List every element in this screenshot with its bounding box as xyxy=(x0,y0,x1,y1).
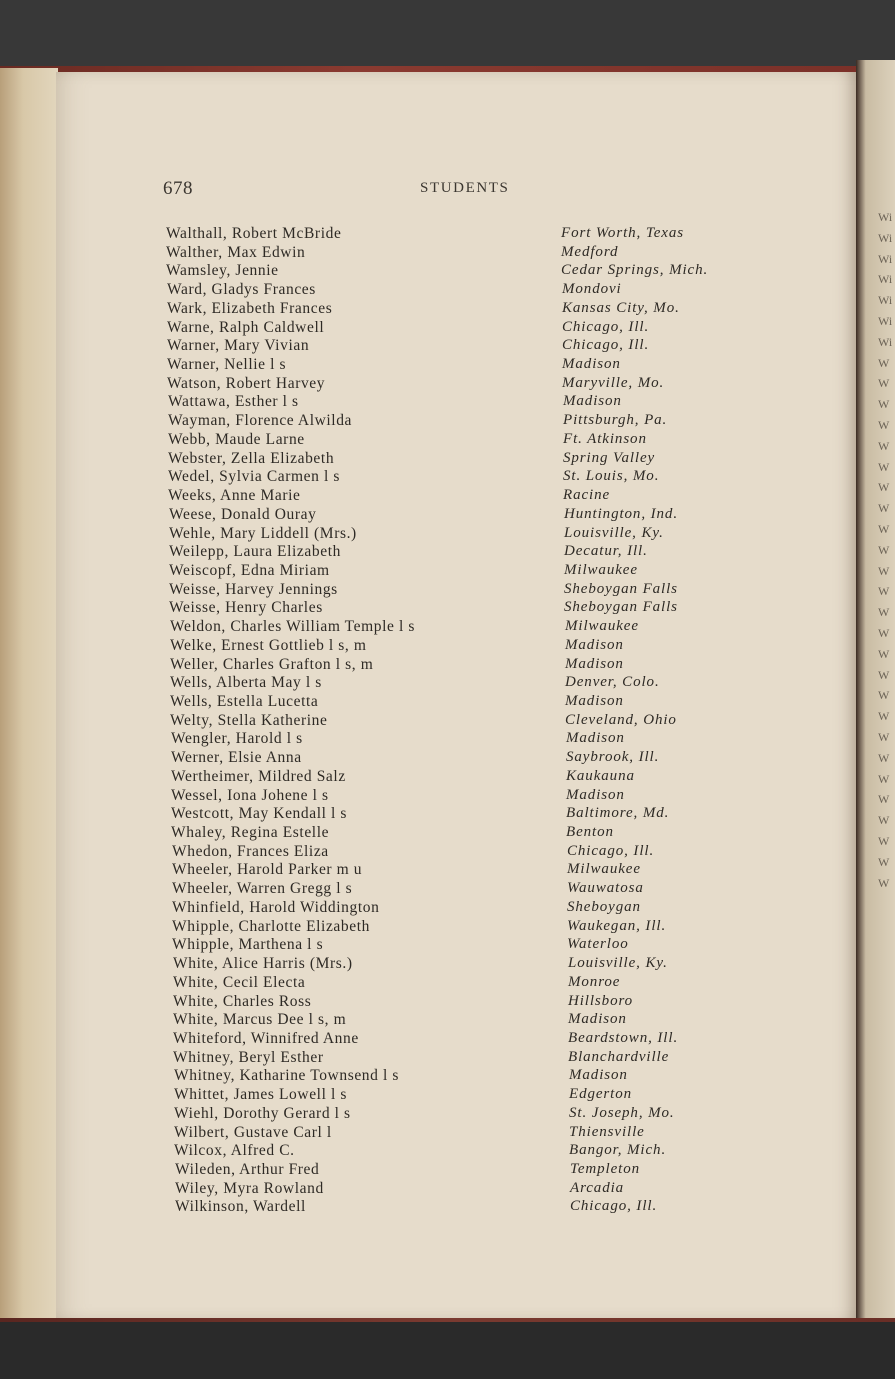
student-name: Walther, Max Edwin xyxy=(166,243,306,261)
facing-page-text-fragment: W xyxy=(878,563,890,578)
list-item xyxy=(0,1105,895,1124)
student-hometown: Milwaukee xyxy=(567,861,641,878)
list-item xyxy=(0,787,895,806)
student-hometown: Templeton xyxy=(570,1161,641,1177)
student-hometown: Chicago, Ill. xyxy=(562,337,650,354)
student-hometown: St. Joseph, Mo. xyxy=(569,1104,675,1121)
student-hometown: Cleveland, Ohio xyxy=(565,711,677,728)
student-name: Wertheimer, Mildred Salz xyxy=(171,767,346,785)
student-hometown: Sheboygan Falls xyxy=(564,580,678,597)
list-item xyxy=(0,974,895,993)
page-header xyxy=(0,178,895,198)
facing-page-text-fragment: W xyxy=(878,459,890,474)
student-hometown: Saybrook, Ill. xyxy=(566,749,660,766)
student-name: Wheeler, Harold Parker m u xyxy=(172,861,363,879)
student-hometown: Chicago, Ill. xyxy=(570,1198,658,1215)
student-hometown: Madison xyxy=(565,636,624,653)
student-name: Wells, Estella Lucetta xyxy=(170,693,319,710)
student-hometown: Hillsboro xyxy=(568,992,634,1009)
facing-page-text-fragment: W xyxy=(878,688,890,703)
facing-page-text-fragment: W xyxy=(878,522,890,536)
student-hometown: Waterloo xyxy=(567,936,629,953)
list-item xyxy=(0,749,895,768)
student-name: Wilkinson, Wardell xyxy=(175,1198,306,1216)
list-item xyxy=(0,562,895,581)
student-name: Wiehl, Dorothy Gerard l s xyxy=(174,1104,351,1122)
list-item xyxy=(0,334,895,356)
list-item xyxy=(0,412,895,431)
student-hometown: Spring Valley xyxy=(563,449,656,466)
facing-page-text-fragment: W xyxy=(878,792,890,807)
student-name: Wessel, Iona Johene l s xyxy=(171,786,329,804)
facing-page-text-fragment: W xyxy=(878,501,890,516)
student-hometown: Wauwatosa xyxy=(567,880,644,897)
student-name: Welty, Stella Katherine xyxy=(170,711,328,729)
list-item xyxy=(0,1086,895,1105)
facing-page-text-fragment: Wi xyxy=(878,210,893,224)
student-hometown: Huntington, Ind. xyxy=(564,505,678,522)
facing-page-text-fragment: W xyxy=(878,709,890,724)
list-item xyxy=(0,768,895,787)
list-item xyxy=(0,637,895,656)
student-hometown: Milwaukee xyxy=(564,561,638,578)
student-name: White, Charles Ross xyxy=(173,992,312,1010)
background-bottom xyxy=(0,1322,895,1379)
list-item xyxy=(0,880,895,899)
student-name: Whinfield, Harold Widdington xyxy=(172,898,380,916)
student-hometown: Kaukauna xyxy=(566,767,635,784)
list-item xyxy=(0,244,895,263)
student-name: Wilcox, Alfred C. xyxy=(174,1142,295,1160)
student-hometown: Thiensville xyxy=(569,1123,645,1140)
student-name: Wileden, Arthur Fred xyxy=(175,1161,320,1178)
student-hometown: Chicago, Ill. xyxy=(562,318,650,335)
list-item xyxy=(0,375,895,394)
student-name: Watson, Robert Harvey xyxy=(167,374,326,392)
student-name: Ward, Gladys Frances xyxy=(167,281,316,299)
student-name: Wilbert, Gustave Carl l xyxy=(174,1123,332,1141)
facing-page-text-fragment: Wi xyxy=(878,272,893,287)
student-name: Walthall, Robert McBride xyxy=(166,225,342,242)
student-hometown: Sheboygan xyxy=(567,898,641,915)
student-hometown: Louisville, Ky. xyxy=(568,955,668,972)
student-hometown: Chicago, Ill. xyxy=(567,842,655,859)
list-item xyxy=(0,993,895,1012)
student-name: White, Alice Harris (Mrs.) xyxy=(173,955,353,973)
list-item xyxy=(0,300,895,319)
student-hometown: Racine xyxy=(563,487,611,504)
list-item xyxy=(0,843,895,862)
list-item xyxy=(0,899,895,918)
list-item xyxy=(0,393,895,412)
facing-page-text-fragment: W xyxy=(878,813,890,828)
student-name: Warne, Ralph Caldwell xyxy=(167,318,325,336)
list-item xyxy=(0,431,895,450)
list-item xyxy=(0,1067,895,1086)
list-item xyxy=(0,674,895,693)
student-hometown: Kansas City, Mo. xyxy=(562,299,680,316)
student-hometown: Denver, Colo. xyxy=(565,674,660,691)
student-hometown: Baltimore, Md. xyxy=(566,805,670,822)
student-name: Warner, Nellie l s xyxy=(167,356,287,374)
student-name: Wehle, Mary Liddell (Mrs.) xyxy=(169,524,357,542)
student-name: Wells, Alberta May l s xyxy=(170,674,322,692)
list-item xyxy=(0,1049,895,1068)
student-hometown: Ft. Atkinson xyxy=(563,430,647,447)
facing-page-text-fragment: W xyxy=(878,834,890,848)
student-name: Whitney, Katharine Townsend l s xyxy=(174,1067,399,1085)
student-name: Whedon, Frances Eliza xyxy=(172,842,329,860)
facing-page-text-fragment: W xyxy=(878,480,890,495)
student-name: Weese, Donald Ouray xyxy=(169,505,317,523)
student-name: Weisse, Harvey Jennings xyxy=(169,580,338,598)
student-name: Whipple, Marthena l s xyxy=(172,936,324,954)
student-name: Webster, Zella Elizabeth xyxy=(168,449,335,467)
list-item xyxy=(0,225,895,244)
student-name: Whaley, Regina Estelle xyxy=(171,824,330,842)
student-name: Whiteford, Winnifred Anne xyxy=(173,1029,359,1047)
student-name: Welke, Ernest Gottlieb l s, m xyxy=(170,636,367,654)
student-name: Weeks, Anne Marie xyxy=(168,487,301,505)
student-hometown: Madison xyxy=(566,730,625,747)
student-hometown: Arcadia xyxy=(570,1179,625,1196)
student-hometown: Medford xyxy=(561,243,619,260)
student-hometown: Madison xyxy=(568,1011,627,1028)
facing-page-text-fragment: Wi xyxy=(878,334,893,349)
student-hometown: Edgerton xyxy=(569,1086,633,1103)
facing-page-text-fragment: W xyxy=(878,355,890,370)
student-name: Warner, Mary Vivian xyxy=(167,337,310,355)
student-hometown: Bangor, Mich. xyxy=(569,1142,667,1159)
facing-page-text-fragment: W xyxy=(878,438,890,453)
facing-page-text-fragment: W xyxy=(878,646,890,661)
list-item xyxy=(0,543,895,562)
student-name: Wedel, Sylvia Carmen l s xyxy=(168,468,340,486)
list-item xyxy=(0,599,895,618)
student-name: Wiley, Myra Rowland xyxy=(175,1179,324,1197)
student-name: Weldon, Charles William Temple l s xyxy=(170,618,416,636)
facing-page-text-fragment: W xyxy=(878,750,890,765)
student-name: Weller, Charles Grafton l s, m xyxy=(170,655,374,673)
list-item xyxy=(0,1180,895,1199)
student-hometown: Blanchardville xyxy=(568,1048,670,1065)
facing-page-text-fragment: W xyxy=(878,584,890,599)
student-name: Wayman, Florence Alwilda xyxy=(168,412,353,430)
student-hometown: Fort Worth, Texas xyxy=(561,225,684,241)
facing-page-text-fragment: Wi xyxy=(878,314,893,328)
student-hometown: Madison xyxy=(569,1067,628,1084)
student-hometown: Monroe xyxy=(568,973,621,990)
facing-page-text-fragment: W xyxy=(878,771,890,786)
student-name: Westcott, May Kendall l s xyxy=(171,805,348,823)
facing-page-text-fragment: Wi xyxy=(878,251,893,266)
student-hometown: Waukegan, Ill. xyxy=(567,917,667,934)
list-item xyxy=(0,281,895,300)
student-hometown: Madison xyxy=(565,655,624,672)
facing-page-text-fragment: W xyxy=(878,854,890,869)
list-item xyxy=(0,936,895,955)
list-item xyxy=(0,1030,895,1049)
list-item xyxy=(0,581,895,600)
student-hometown: Decatur, Ill. xyxy=(564,543,648,560)
student-hometown: St. Louis, Mo. xyxy=(563,468,660,485)
facing-page-text-fragment: Wi xyxy=(878,230,893,245)
student-name: Wheeler, Warren Gregg l s xyxy=(172,880,353,898)
student-name: Wattawa, Esther l s xyxy=(168,393,299,411)
student-name: Whitney, Beryl Esther xyxy=(173,1048,324,1066)
list-item xyxy=(0,262,895,281)
list-item xyxy=(0,506,895,525)
list-item xyxy=(0,356,895,375)
student-hometown: Mondovi xyxy=(562,281,622,298)
list-item xyxy=(0,712,895,731)
facing-page-text-fragment: W xyxy=(878,626,890,640)
student-hometown: Madison xyxy=(565,693,624,709)
list-item xyxy=(0,487,895,506)
facing-page-text-fragment: W xyxy=(878,875,890,890)
facing-page-text-fragment: W xyxy=(878,418,890,432)
student-name: Weisse, Henry Charles xyxy=(169,599,323,617)
facing-page-text-fragment: W xyxy=(878,376,890,391)
list-item xyxy=(0,1198,895,1217)
student-name: Webb, Maude Larne xyxy=(168,430,305,448)
student-hometown: Madison xyxy=(563,393,622,410)
student-hometown: Sheboygan Falls xyxy=(564,599,678,616)
student-name: Weiscopf, Edna Miriam xyxy=(169,561,330,579)
student-name: Wengler, Harold l s xyxy=(171,730,303,748)
facing-page-text-fragment: Wi xyxy=(878,293,893,308)
facing-page-text-fragment: W xyxy=(878,667,890,682)
list-item xyxy=(0,918,895,937)
list-item xyxy=(0,824,895,843)
list-item xyxy=(0,805,895,824)
student-name: Werner, Elsie Anna xyxy=(171,749,302,767)
list-item xyxy=(0,955,895,974)
student-hometown: Benton xyxy=(566,824,614,841)
student-name: White, Marcus Dee l s, m xyxy=(173,1011,347,1029)
facing-page-text-fragment: W xyxy=(878,542,890,557)
list-item xyxy=(0,730,895,749)
facing-page-text-fragment: W xyxy=(878,397,890,412)
list-item xyxy=(0,1142,895,1161)
student-name: Whipple, Charlotte Elizabeth xyxy=(172,917,371,935)
facing-page-text-fragment: W xyxy=(878,730,890,744)
list-item xyxy=(0,450,895,469)
facing-page-text-fragment: W xyxy=(878,605,890,620)
background-top xyxy=(0,0,895,70)
list-item xyxy=(0,693,895,712)
student-name: Weilepp, Laura Elizabeth xyxy=(169,543,341,561)
running-head: STUDENTS xyxy=(420,180,510,196)
student-name: White, Cecil Electa xyxy=(173,973,306,991)
list-item xyxy=(0,656,895,675)
student-hometown: Beardstown, Ill. xyxy=(568,1029,679,1046)
student-hometown: Maryville, Mo. xyxy=(562,374,665,391)
student-hometown: Pittsburgh, Pa. xyxy=(563,412,668,429)
student-hometown: Cedar Springs, Mich. xyxy=(561,262,709,279)
page-number: 678 xyxy=(163,178,193,199)
student-hometown: Louisville, Ky. xyxy=(564,524,664,541)
list-item xyxy=(0,468,895,487)
student-name: Wamsley, Jennie xyxy=(166,262,279,280)
list-item xyxy=(0,1161,895,1180)
student-hometown: Madison xyxy=(562,356,621,373)
list-item xyxy=(0,525,895,544)
student-hometown: Milwaukee xyxy=(565,618,639,635)
list-item xyxy=(0,319,895,338)
student-name: Whittet, James Lowell l s xyxy=(174,1086,347,1104)
list-item xyxy=(0,861,895,880)
list-item xyxy=(0,1011,895,1030)
list-item xyxy=(0,618,895,637)
list-item xyxy=(0,1124,895,1143)
student-hometown: Madison xyxy=(566,786,625,803)
student-name: Wark, Elizabeth Frances xyxy=(167,299,333,317)
